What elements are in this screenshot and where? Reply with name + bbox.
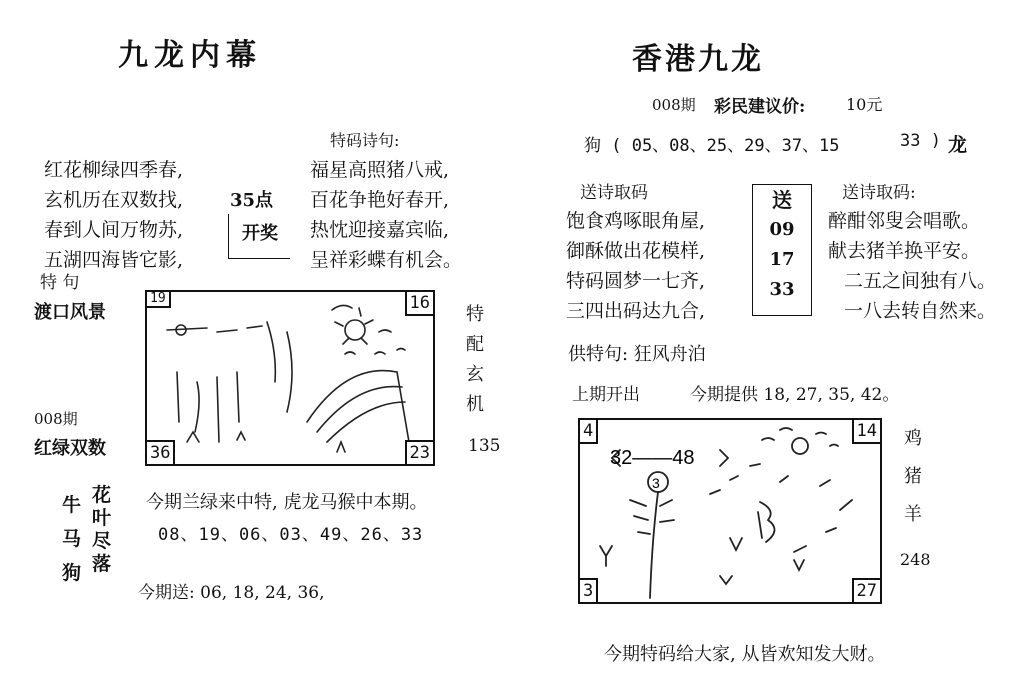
right-title: 香港九龙 bbox=[632, 42, 764, 77]
red-green-label: 红绿双数 bbox=[34, 438, 106, 459]
price-label: 彩民建议价: bbox=[714, 97, 806, 117]
left-sketch-picture bbox=[145, 290, 435, 466]
side-animal: 猪 bbox=[904, 466, 922, 487]
left-sketch-drawing bbox=[147, 292, 433, 464]
side-char: 配 bbox=[466, 334, 484, 355]
side-char: 玄 bbox=[466, 364, 484, 385]
side-char: 特 bbox=[466, 304, 484, 325]
poem-line: 特码圆梦一七齐, bbox=[566, 270, 706, 292]
flower-char: 落 bbox=[92, 553, 112, 575]
left-poem-lines bbox=[44, 155, 183, 275]
poem-line: 春到人间万物苏, bbox=[44, 219, 184, 241]
left-special-label: 特 句 bbox=[40, 273, 80, 293]
poem-line: 醉酣邻叟会唱歌。 bbox=[828, 210, 981, 232]
code-poem-line: 呈祥彩蝶有机会。 bbox=[310, 249, 463, 271]
last-issue-label: 上期开出 bbox=[572, 385, 640, 405]
send-box-number: 17 bbox=[769, 249, 795, 270]
right-footer: 今期特码给大家, 从皆欢知发大财。 bbox=[604, 644, 886, 665]
animal: 马 bbox=[62, 528, 82, 550]
send-box-number: 33 bbox=[769, 279, 795, 300]
arrow-range: 32——48 bbox=[610, 447, 695, 469]
flower-char: 花 bbox=[92, 484, 112, 506]
poem-line: 御酥做出花模样, bbox=[566, 240, 706, 262]
animals-column bbox=[62, 488, 81, 590]
poem-line: 玄机历在双数找, bbox=[44, 189, 184, 211]
left-title: 九龙内幕 bbox=[118, 38, 262, 73]
left-pic-corner-tl: 19 bbox=[147, 292, 171, 308]
poem-line: 红花柳绿四季春, bbox=[44, 159, 184, 181]
right-pic-corner-tr: 14 bbox=[852, 420, 880, 444]
send-number-box bbox=[752, 184, 812, 316]
side-animal: 鸡 bbox=[904, 428, 922, 449]
draw-label: 开奖 bbox=[242, 223, 278, 244]
left-side-chars bbox=[466, 300, 484, 420]
right-poem-heading-right: 送诗取码: bbox=[842, 183, 916, 203]
right-sketch-drawing bbox=[580, 420, 880, 602]
poem-line: 三四出码达九合, bbox=[566, 300, 706, 322]
left-code-poem-heading: 特码诗句: bbox=[330, 131, 400, 150]
poem-line: 一八去转自然来。 bbox=[844, 300, 997, 322]
send-box-number: 09 bbox=[769, 219, 795, 240]
animal: 牛 bbox=[62, 494, 82, 516]
flower-char: 叶 bbox=[92, 507, 112, 529]
dog-number-line: 狗 ( 05、08、25、29、37、15 bbox=[584, 136, 840, 156]
flowers-column bbox=[92, 484, 111, 576]
flower-char: 尽 bbox=[92, 530, 112, 552]
poem-line: 二五之间独有八。 bbox=[844, 270, 997, 292]
dog-number-last: 33 ) bbox=[900, 131, 941, 151]
right-side-animals bbox=[904, 420, 922, 534]
right-pic-corner-bl: 3 bbox=[580, 578, 598, 602]
poem-line: 五湖四海皆它影, bbox=[44, 249, 184, 271]
numbers-line: 08、19、06、03、49、26、33 bbox=[158, 525, 424, 545]
side-animal: 羊 bbox=[904, 504, 922, 525]
special-line: 供特句: 狂风舟泊 bbox=[568, 344, 706, 365]
send-box-label: 送 bbox=[772, 188, 792, 212]
dragon-char: 龙 bbox=[948, 134, 968, 156]
right-pic-corner-tl: 4 bbox=[580, 420, 598, 444]
left-side-number: 135 bbox=[468, 436, 501, 456]
right-pic-corner-br: 27 bbox=[852, 578, 880, 602]
side-char: 机 bbox=[466, 394, 484, 415]
send-line: 今期送: 06, 18, 24, 36, bbox=[138, 583, 325, 603]
circled-number: 3 bbox=[652, 475, 660, 491]
left-pic-corner-br: 23 bbox=[405, 440, 433, 464]
right-side-number: 248 bbox=[900, 550, 931, 569]
current-offer: 今期提供 18, 27, 35, 42。 bbox=[690, 385, 900, 405]
price-value: 10元 bbox=[846, 95, 883, 114]
period-text: 今期兰绿来中特, 虎龙马猴中本期。 bbox=[146, 492, 428, 513]
right-poem-heading-left: 送诗取码 bbox=[580, 183, 648, 203]
code-poem-line: 福星高照猪八戒, bbox=[310, 159, 450, 181]
right-issue: 008期 bbox=[652, 96, 696, 114]
left-issue: 008期 bbox=[34, 410, 78, 428]
code-poem-line: 百花争艳好春开, bbox=[310, 189, 450, 211]
animal: 狗 bbox=[62, 562, 82, 584]
scene-label: 渡口风景 bbox=[34, 302, 106, 323]
left-pic-corner-tr: 16 bbox=[405, 292, 433, 316]
dots-label: 35点 bbox=[230, 190, 274, 211]
right-poem-left bbox=[566, 206, 705, 326]
left-code-poem-lines bbox=[310, 155, 462, 275]
poem-line: 献去猪羊换平安。 bbox=[828, 240, 981, 262]
poem-line: 饱食鸡啄眼角屋, bbox=[566, 210, 706, 232]
left-pic-corner-bl: 36 bbox=[147, 440, 175, 464]
right-poem-right bbox=[828, 206, 996, 326]
code-poem-line: 热忱迎接嘉宾临, bbox=[310, 219, 450, 241]
right-sketch-picture bbox=[578, 418, 882, 604]
